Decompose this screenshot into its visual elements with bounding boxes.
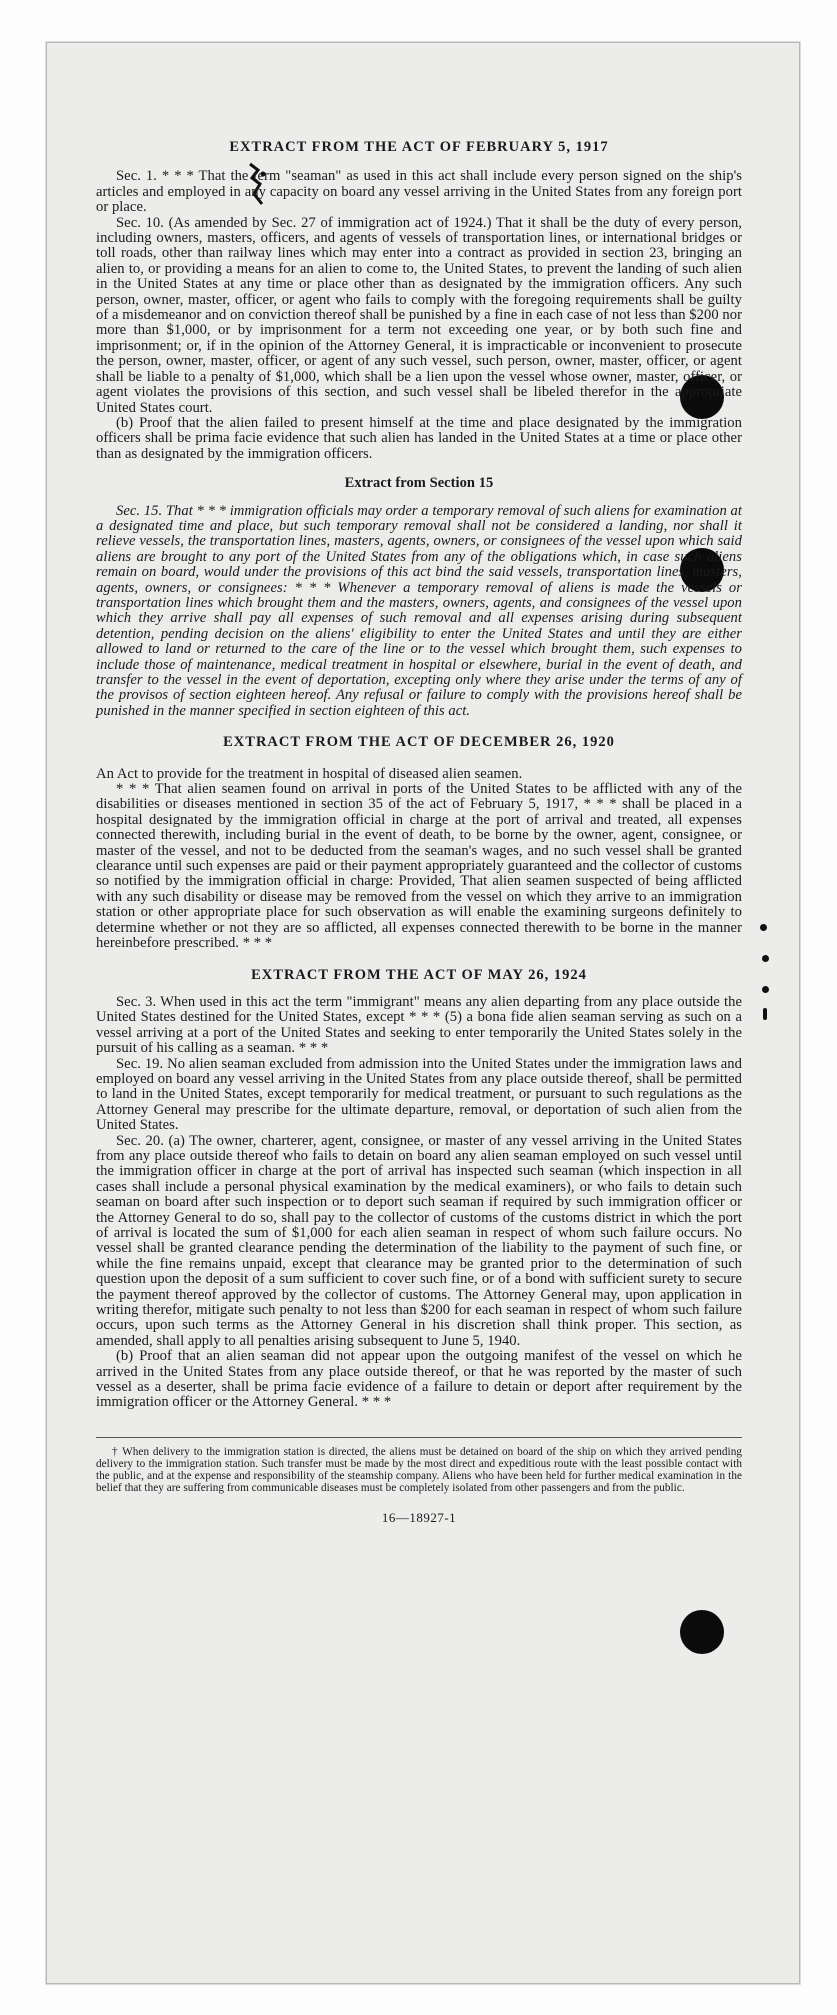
act-1920-title: An Act to provide for the treatment in hospital of diseased alien seamen.	[96, 765, 523, 782]
footnote-text: † When delivery to the immigration station is directed, the aliens must be detained on board of the ship on which they arrived pending delivery to the immigration station. Such transfer must be made by the most direct and expeditious route with the least possible contact with the public, and at the expense and responsibility of the steamship company. Aliens who have been held for further medical examination in the belief that they are suffering from communicable diseases must be completely isolated from other passengers and from the public.	[96, 1445, 742, 1494]
document-body	[96, 140, 742, 1525]
heading-section-15: Extract from Section 15	[344, 475, 494, 492]
section-19-paragraph: Sec. 19. No alien seaman excluded from admission into the United States under the immigration laws and employed on board any vessel arriving in the United States from any place outside thereof, shall be permitted to land in the United States, except temporarily for medical treatment, or pursuant to such regulations as the Attorney General may prescribe for the ultimate departure, removal, or deportation of such alien from the United States.	[96, 1055, 742, 1134]
form-code: 16—18927-1	[381, 1509, 457, 1525]
section-20b-paragraph: (b) Proof that an alien seaman did not appear upon the outgoing manifest of the vessel on which he arrived in the United States from any place outside thereof, or that he was reported by the master of such vessel as a deserter, shall be prima facie evidence of a failure to detain or deport after requirement by the immigration officer or the Attorney General. * * *	[96, 1348, 742, 1411]
heading-act-feb-1917: EXTRACT FROM THE ACT OF FEBRUARY 5, 1917	[229, 139, 609, 155]
margin-mark-1	[760, 924, 767, 931]
section-10-paragraph: Sec. 10. (As amended by Sec. 27 of immigration act of 1924.) That it shall be the duty of every person, including owners, masters, officers, and agents of vessels of transportation lines, or international bridges or toll roads, other than railway lines which may enter into a contract as provided in section 23, bringing an alien to, or providing a means for an alien to come to, the United States, to prevent the landing of such alien in the United States at any time or place other than as designated by the immigration officers. Any such person, owner, master, officer, or agent who fails to comply with the foregoing requirements shall be guilty of a misdemeanor and on conviction thereof shall be punished by a fine in each case of not less than $200 nor more than $1,000, or by imprisonment for a term not exceeding one year, or by both such fine and imprisonment; or, if in the opinion of the Attorney General, it is impracticable or inconvenient to prosecute the person, owner, master, officer, or agent of any such vessel, such person, owner, master, officer, or agent shall be liable to a penalty of $1,000, which shall be a lien upon the vessel whose owner, master, officer, or agent violates the provisions of this section, and such vessel shall be libeled therefor in the appropriate United States court.	[96, 214, 742, 416]
punch-hole-3	[680, 1610, 724, 1654]
section-20a-paragraph: Sec. 20. (a) The owner, charterer, agent, consignee, or master of any vessel arriving in the United States from any place outside thereof who fails to detain on board any alien seaman employed on such vessel until the immigration officer in charge at the port of arrival has inspected such seaman (which inspection in all cases shall include a personal physical examination by the medical examiners), or who fails to detain such seaman on board after such inspection or to deport such seaman if required by such immigration officer or the Attorney General to do so, shall pay to the collector of customs of the customs district in which the port of arrival is located the sum of $1,000 for each alien seaman in respect of whom such failure occurs. No vessel shall be granted clearance pending the determination of the liability to the payment of such fine, or while the fine remains unpaid, except that clearance may be granted prior to the determination of such question upon the deposit of a sum sufficient to cover such fine, or of a bond with sufficient surety to secure the payment thereof approved by the collector of customs. The Attorney General may, upon application in writing therefor, mitigate such penalty to not less than $200 for each seaman in respect of whom such failure occurs, upon such terms as the Attorney General in his discretion shall think proper. This section, as amended, shall apply to all penalties arising subsequent to June 5, 1940.	[96, 1132, 742, 1349]
footnote	[96, 1437, 742, 1494]
heading-act-dec-1920: EXTRACT FROM THE ACT OF DECEMBER 26, 1920	[223, 734, 615, 751]
margin-mark-2	[762, 955, 769, 962]
margin-mark-4	[763, 1008, 767, 1020]
act-1920-paragraph: * * * That alien seamen found on arrival in ports of the United States to be afflicted with any of the disabilities or diseases mentioned in section 35 of the act of February 5, 1917, * * * shall be placed in a hospital designated by the immigration official in charge at the port of arrival and treated, all expenses connected therewith, including burial in the event of death, to be borne by the owner, agent, consignee, or master of the vessel, and not to be deducted from the seaman's wages, and no such vessel shall be granted clearance until such expenses are paid or their payment appropriately guaranteed and the collector of customs so notified by the immigration official in charge: Provided, That alien seamen suspected of being afflicted with any such disability or disease may be removed from the vessel on which they arrive to an immigration station or other appropriate place for such observation as will enable the examining surgeons definitely to determine whether or not they are so afflicted, all expenses connected therewith to be borne in the manner hereinbefore prescribed. * * *	[96, 781, 742, 952]
section-10b-paragraph: (b) Proof that the alien failed to present himself at the time and place designated by the immigration officers shall be prima facie evidence that such alien has landed in the United States at a time or place other than as designated by the immigration officers.	[96, 414, 742, 462]
section-15-paragraph: Sec. 15. That * * * immigration officials may order a temporary removal of such aliens for examination at a designated time and place, but such temporary removal shall not be considered a landing, nor shall it relieve vessels, the transportation lines, masters, agents, owners, or consignees of the vessel upon which said aliens are brought to any port of the United States from any of the obligations which, in case such aliens remain on board, would under the provisions of this act bind the said vessels, transportation lines, masters, agents, owners, or consignees: * * * Whenever a temporary removal of aliens is made the vessels or transportation lines which brought them and the masters, owners, agents, and consignees of the vessel upon which they arrive shall pay all expenses of such removal and all expenses arising during subsequent detention, pending decision on the aliens' eligibility to enter the United States and until they are either allowed to land or returned to the care of the line or to the vessel which brought them, such expenses to include those of maintenance, medical treatment in hospital or elsewhere, burial in the event of death, and transfer to the vessel in the event of deportation, excepting only where they arise under the terms of any of the provisos of section eighteen hereof. Any refusal or failure to comply with the provisions hereof shall be punished in the manner specified in section eighteen of this act.	[96, 502, 742, 719]
section-3-paragraph: Sec. 3. When used in this act the term "immigrant" means any alien departing from any place outside the United States destined for the United States, except * * * (5) a bona fide alien seaman serving as such on a vessel arriving at a port of the United States and seeking to enter temporarily the United States solely in the pursuit of his calling as a seaman. * * *	[96, 993, 742, 1057]
margin-mark-3	[762, 986, 769, 993]
section-1-paragraph: Sec. 1. * * * That the term "seaman" as used in this act shall include every person signed on the ship's articles and employed in any capacity on board any vessel arriving in the United States from any foreign port or place.	[96, 168, 742, 216]
heading-act-may-1924: EXTRACT FROM THE ACT OF MAY 26, 1924	[251, 966, 587, 983]
